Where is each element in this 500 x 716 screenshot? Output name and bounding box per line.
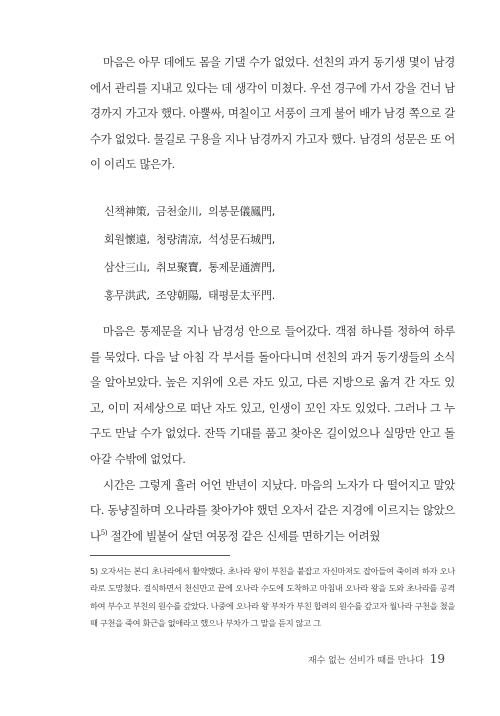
gate-name: 의봉문儀鳳門,: [208, 205, 276, 218]
gate-name: 홍무洪武,: [104, 289, 150, 302]
gate-list-line: [104, 226, 275, 254]
paragraph-2: [90, 319, 455, 549]
paragraph-3: [90, 473, 455, 550]
footnote-ref[interactable]: 5): [100, 528, 108, 537]
gate-list-line: [104, 198, 275, 226]
paragraph-2-text: 마음은 통제문을 지나 남경성 안으로 들어갔다. 객점 하나를 정하여 하루를 묵었다. 다음 날 아침 각 부서를 돌아다니며 선친의 과거 동기생들의 소식을 알아보았다. 높은 지위에 오른 자도 있고, 다른 지방으로 옮겨 간 자도 있고, 이미 저세상으로 떠난 자도 있고, 인생이 꼬인 자도 있었다. 그러나 그 누구도 만날 수가 없었다. 잔뜩 기대를 품고 찾아온 길이었으나 실망만 안고 돌아갈 수밖에 없었다.: [90, 324, 455, 466]
gate-name: 회원懷遠,: [104, 233, 150, 246]
gate-name: 태평문太平門.: [208, 289, 276, 302]
gate-name: 삼산三山,: [104, 261, 150, 274]
gate-name: 조양朝陽,: [156, 289, 202, 302]
gate-list: [104, 198, 275, 310]
gate-name: 취보聚寶,: [156, 261, 202, 274]
gate-name: 금천金川,: [156, 205, 202, 218]
footnote: 5) 오자서는 본디 초나라에서 활약했다. 초나라 왕이 부친을 붙잡고 자신마저도 잡아들여 죽이려 하자 오나라로 도망쳤다. 걸식하면서 천신만고 끝에 오나라 수도에 도착하고 마침내 오나라 왕을 도와 초나라를 공격하여 부수고 부친의 원수를 갚았다. 나중에 오나라 왕 부차가 부친 합려의 원수를 갚고자 월나라 구천을 쳤을 때 구천을 죽여 화근을 없애라고 했으나 부차가 그 말을 듣지 않고 그: [90, 566, 455, 628]
gate-name: 신책神策,: [104, 205, 150, 218]
page-footer: [308, 652, 445, 666]
footnote-divider: [90, 555, 230, 556]
paragraph-1: [90, 50, 455, 178]
running-title: 재수 없는 선비가 때를 만나다: [307, 656, 424, 666]
paragraph-3-text: 시간은 그렇게 흘러 어언 반년이 지났다. 마음의 노자가 다 떨어지고 말았다. 동냥질하며 오나라를 찾아가야 했던 오자서 같은 지경에 이르지는 않았으나: [90, 477, 456, 543]
gate-list-line: [104, 282, 275, 310]
gate-name: 청량淸凉,: [156, 233, 202, 246]
paragraph-3-text-continued: 절간에 빌붙어 살던 여몽정 같은 신세를 면하기는 어려웠: [107, 528, 381, 543]
gate-list-line: [104, 254, 275, 282]
gate-name: 통제문通濟門,: [208, 261, 276, 274]
paragraph-1-text: 마음은 아무 데에도 몸을 기댈 수가 없었다. 선친의 과거 동기생 몇이 남경에서 관리를 지내고 있다는 데 생각이 미쳤다. 우선 경구에 가서 강을 건너 남경까지 가고자 했다. 아뿔싸, 며칠이고 서풍이 크게 불어 배가 남경 쪽으로 갈 수가 없었다. 물길로 구용을 지나 남경까지 가고자 했다. 남경의 성문은 또 어이 이리도 많은가.: [90, 55, 455, 172]
page-number: 19: [429, 652, 445, 666]
gate-name: 석성문石城門,: [208, 233, 276, 246]
